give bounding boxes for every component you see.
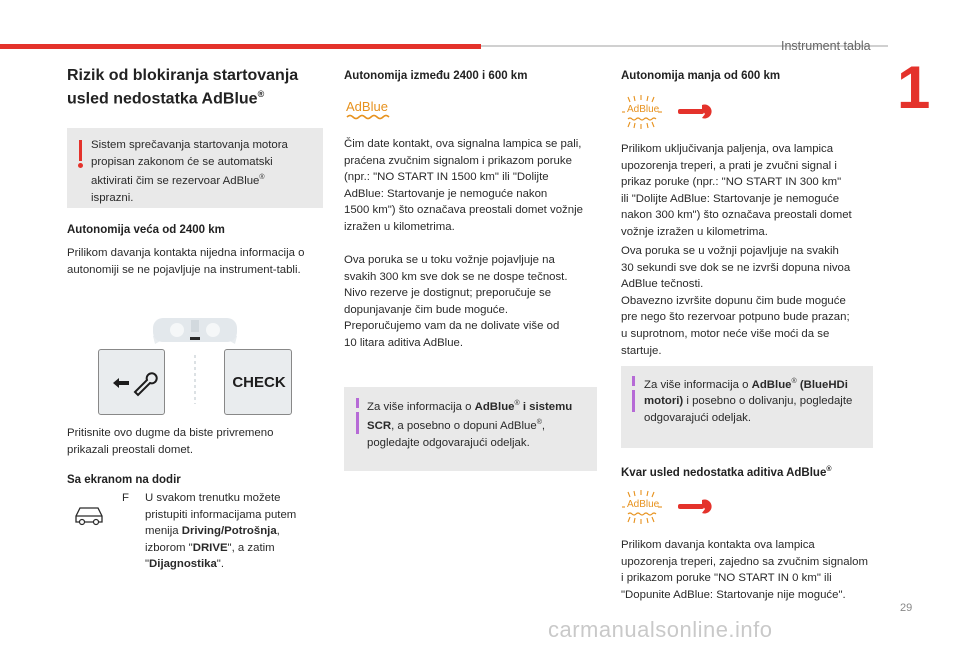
check-button[interactable] <box>224 349 292 415</box>
watermark: carmanualsonline.info <box>548 617 773 642</box>
warning-text: Sistem sprečavanja startovanja motora propisan zakonom će se automatski aktivirati čim se rezervoar AdBlue® isprazni. <box>91 139 288 204</box>
adblue-failure-lamp-icon: AdBlue <box>622 490 664 524</box>
info-text-middle: Za više informacija o AdBlue® i sistemu SCR, a posebno o dopuni AdBlue®, pogledajte odgovarajući odeljak. <box>367 400 573 449</box>
bullet-marker: F <box>122 492 129 504</box>
info-icon-stem <box>632 390 635 412</box>
paragraph-2400-600-1: Čim date kontakt, ova signalna lampica se pali, praćena zvučnim signalom i prikazom poruke (npr.: "NO START IN 1500 km" ili "Dolijte AdBlue: Startovanje je nemoguće nakon 1500 km") što označava preostali domet vožnje izražen u kilometrima. <box>344 138 583 233</box>
subheading-over-2400: Autonomija veća od 2400 km <box>67 224 225 236</box>
subheading-under-600: Autonomija manja od 600 km <box>621 70 781 82</box>
info-icon-stem <box>356 412 359 434</box>
chapter-number: 1 <box>897 54 931 121</box>
page-heading: Rizik od blokiranja startovanja usled nedostatka AdBlue® <box>67 67 299 108</box>
check-button-label: CHECK <box>232 374 286 391</box>
page-number: 29 <box>900 602 913 614</box>
wrench-icon <box>676 101 716 121</box>
subheading-adblue-failure: Kvar usled nedostatka aditiva AdBlue® <box>621 466 832 479</box>
warning-icon-dot <box>78 163 83 168</box>
wrench-icon <box>676 496 716 516</box>
car-diagnostic-icon <box>72 500 106 526</box>
paragraph-under-600-2: Ova poruka se u vožnji pojavljuje na svakih 30 sekundi sve dok se ne izvrši dopuna nivoa AdBlue tečnosti. Obavezno izvršite dopunu čim bude moguće pre nego što rezervoar potpuno bude prazan; u suprotnom, motor neće više moći da se startuje. <box>621 245 851 357</box>
header-accent-bar <box>0 44 481 49</box>
trip-reset-button[interactable] <box>98 349 165 415</box>
paragraph-press-button: Pritisnite ovo dugme da biste privremeno prikazali preostali domet. <box>67 427 274 456</box>
subheading-2400-600: Autonomija između 2400 i 600 km <box>344 70 528 82</box>
subheading-touchscreen: Sa ekranom na dodir <box>67 474 181 486</box>
warning-icon <box>79 140 82 161</box>
touchscreen-instructions: U svakom trenutku možete pristupiti informacijama putem menija Driving/Potrošnja, izborom "DRIVE", a zatim "Dijagnostika". <box>145 492 297 571</box>
info-icon-bar <box>632 376 635 386</box>
adblue-flashing-lamp-icon: AdBlue <box>622 95 664 129</box>
section-title: Instrument tabla <box>781 39 871 53</box>
adblue-warning-lamp-icon: AdBlue <box>346 100 396 122</box>
paragraph-over-2400: Prilikom davanja kontakta nijedna informacija o autonomiji se ne pojavljuje na instrument-tabli. <box>67 247 305 276</box>
paragraph-2400-600-2: Ova poruka se u toku vožnje pojavljuje na svakih 300 km sve dok se ne dospe tečnost. Nivo rezerve je dostignut; preporučuje se dopunjavanje čim bude moguće. Preporučujemo vam da ne dolivate više od 10 litara aditiva AdBlue. <box>344 254 568 349</box>
info-text-right: Za više informacija o AdBlue® (BlueHDi motori) i posebno o dolivanju, pogledajte odgovarajući odeljak. <box>644 378 853 424</box>
reset-wrench-icon <box>99 350 166 416</box>
paragraph-under-600-1: Prilikom uključivanja paljenja, ova lampica upozorenja treperi, a prati je zvučni signal i prikaz poruke (npr.: "NO START IN 300 km" ili "Dolijte AdBlue: Startovanje je nemoguće nakon 300 km") što označava preostali domet vožnje izražen u kilometrima. <box>621 143 852 238</box>
info-icon-bar <box>356 398 359 408</box>
paragraph-adblue-failure: Prilikom davanja kontakta ova lampica upozorenja treperi, zajedno sa zvučnim signalom i prikazom poruke "NO START IN 0 km" ili "Dopunite AdBlue: Startovanje nije moguće". <box>621 539 868 601</box>
